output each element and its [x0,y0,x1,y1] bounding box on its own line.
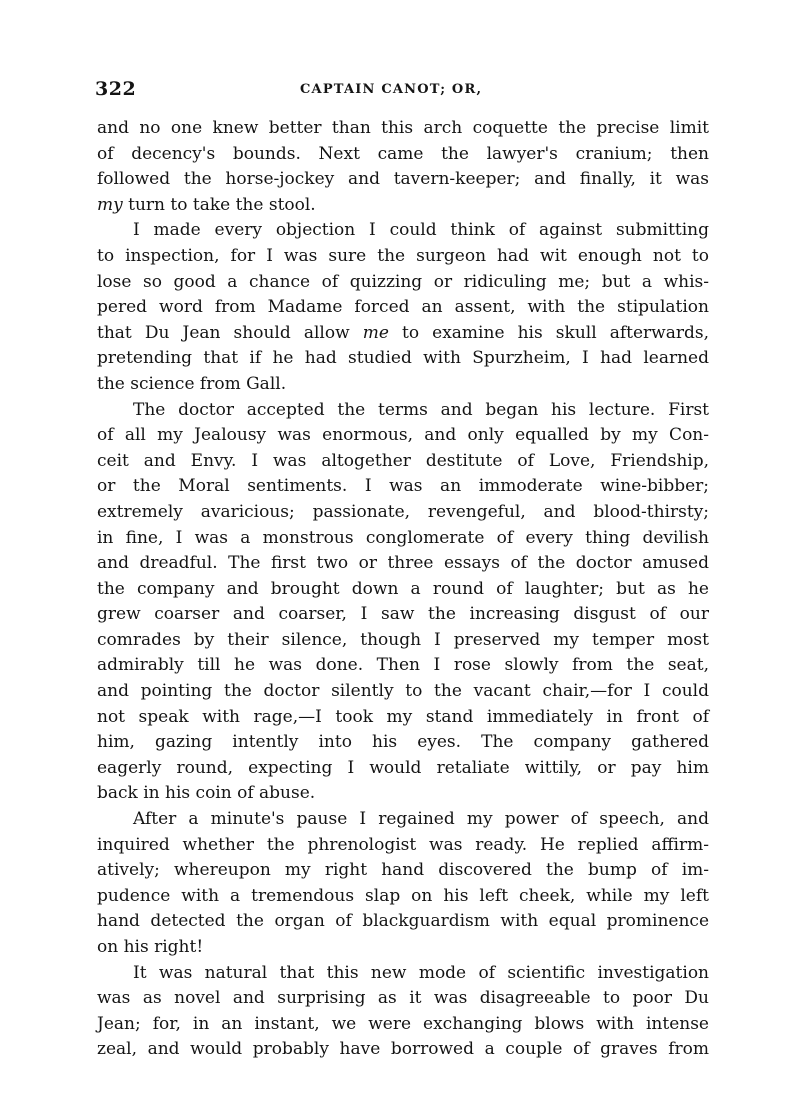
text-line: followed the horse-jockey and tavern-keeper; and finally, it was [97,169,709,190]
text-line: the company and brought down a round of laughter; but as he [97,578,709,599]
text-line: pudence with a tremendous slap on his left cheek, while my left [97,885,709,906]
text-line: ceit and Envy. I was altogether destitute of Love, Friendship, [97,450,709,471]
text-line: Jean; for, in an instant, we were exchanging blows with intense [97,1013,709,1034]
running-title: CAPTAIN CANOT; OR, [300,82,483,97]
text-line: grew coarser and coarser, I saw the increasing disgust of our [97,604,709,625]
text-line: back in his coin of abuse. [97,783,316,804]
text-line: him, gazing intently into his eyes. The company gathered [97,732,709,753]
text-line: hand detected the organ of blackguardism with equal prominence [97,911,709,932]
text-line: lose so good a chance of quizzing or ridiculing me; but a whis- [97,271,709,292]
paragraph-start: I made every objection I could think of against submitting [133,220,709,241]
text-line: zeal, and would probably have borrowed a couple of graves from [97,1039,709,1060]
text-line: or the Moral sentiments. I was an immoderate wine-bibber; [97,476,709,497]
paragraph-start: It was natural that this new mode of scientific investigation [133,962,709,983]
text-line: eagerly round, expecting I would retaliate wittily, or pay him [97,757,709,778]
page-number: 322 [95,78,137,100]
text-line: to inspection, for I was sure the surgeon had wit enough not to [97,245,709,266]
text-line: and pointing the doctor silently to the vacant chair,—for I could [97,681,709,702]
text-line: comrades by their silence, though I preserved my temper most [97,629,709,650]
text-line: of decency's bounds. Next came the lawyer's cranium; then [97,143,709,164]
text-line: extremely avaricious; passionate, revengeful, and blood-thirsty; [97,501,709,522]
text-line: was as novel and surprising as it was disagreeable to poor Du [97,988,709,1009]
text-line: pered word from Madame forced an assent, with the stipulation [97,297,709,318]
text-line: on his right! [97,937,204,957]
text-line: my turn to take the stool. [97,194,316,215]
text-line: admirably till he was done. Then I rose slowly from the seat, [97,655,709,676]
paragraph-start: The doctor accepted the terms and began his lecture. First [133,399,709,420]
emphasis: my [97,194,123,215]
text-line: atively; whereupon my right hand discovered the bump of im- [97,860,709,881]
text-line: not speak with rage,—I took my stand immediately in front of [97,706,709,727]
text-line: inquired whether the phrenologist was ready. He replied affirm- [97,834,709,855]
page-header [95,78,705,104]
emphasis: me [362,322,389,343]
text-line: pretending that if he had studied with Spurzheim, I had learned [97,348,709,369]
text-line: in fine, I was a monstrous conglomerate of every thing devilish [97,527,709,548]
body-text [97,116,709,1063]
text-line: the science from Gall. [97,373,287,394]
text-line: and no one knew better than this arch coquette the precise limit [97,118,709,138]
paragraph-start: After a minute's pause I regained my power of speech, and [133,809,709,830]
text-line: that Du Jean should allow me to examine his skull afterwards, [97,322,709,343]
text-line: of all my Jealousy was enormous, and only equalled by my Con- [97,425,709,446]
text-line: and dreadful. The first two or three essays of the doctor amused [97,553,709,574]
